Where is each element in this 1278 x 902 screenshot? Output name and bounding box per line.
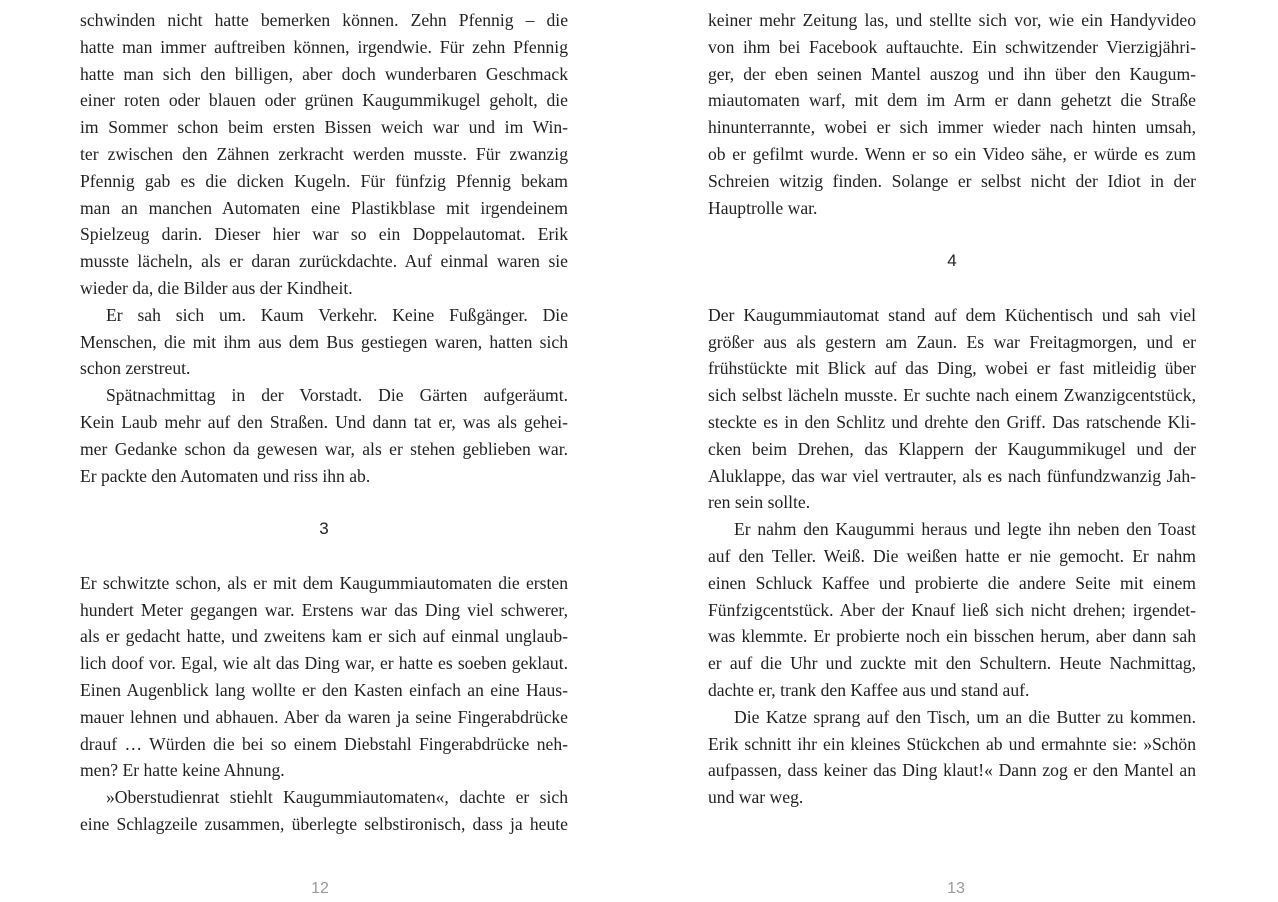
text-line: Menschen, die mit ihm aus dem Bus gestiegen waren, hatten sich	[80, 331, 568, 352]
text-line: schon zerstreut.	[80, 358, 191, 379]
chapter-number: 4	[947, 251, 957, 271]
text-line: Er packte den Automaten und riss ihn ab.	[80, 465, 371, 486]
text-line: Er schwitzte schon, als er mit dem Kaugummiautomaten die ersten	[80, 572, 568, 593]
text-line: Einen Augenblick lang wollte er den Kasten einfach an eine Haus-	[80, 679, 568, 700]
text-line: eine Schlagzeile zusammen, überlegte selbstironisch, dass ja heute	[80, 813, 568, 834]
text-line: ter zwischen den Zähnen zerkracht werden musste. Für zwanzig	[80, 143, 568, 164]
text-line: Schreien witzig finden. Solange er selbst nicht der Idiot in der	[708, 170, 1196, 191]
text-line: mer Gedanke schon da gewesen war, als er stehen geblieben war.	[80, 438, 568, 459]
text-line: er auf die Uhr und zuckte mit den Schultern. Heute Nachmittag,	[708, 653, 1196, 674]
text-line: aufpassen, dass keiner das Ding klaut!« Dann zog er den Mantel an	[708, 760, 1196, 781]
left-page	[80, 7, 568, 838]
text-line: hatte man immer auftreiben können, irgendwie. Für zehn Pfennig	[80, 36, 568, 57]
text-line: Der Kaugummiautomat stand auf dem Küchentisch und sah viel	[708, 304, 1196, 325]
text-line: musste lächeln, als er daran zurückdachte. Auf einmal waren sie	[80, 251, 568, 272]
text-line: was klemmte. Er probierte noch ein bisschen herum, aber dann sah	[708, 626, 1196, 647]
text-line: frühstückte mit Blick auf das Ding, wobei er fast mitleidig über	[708, 358, 1196, 379]
text-line: Hauptrolle war.	[708, 197, 818, 218]
text-line: »Oberstudienrat stiehlt Kaugummiautomaten«, dachte er sich	[106, 787, 568, 808]
text-line: keiner mehr Zeitung las, und stellte sich vor, wie ein Handyvideo	[708, 10, 1196, 30]
text-line: mauer lehnen und abhauen. Aber da waren ja seine Fingerabdrücke	[80, 706, 568, 727]
text-line: man an manchen Automaten eine Plastikblase mit irgendeinem	[80, 197, 568, 218]
text-line: steckte es in den Schlitz und drehte den Griff. Das ratschende Kli-	[708, 411, 1196, 432]
text-line: Spätnachmittag in der Vorstadt. Die Gärten aufgeräumt.	[106, 385, 568, 406]
text-line: wieder da, die Bilder aus der Kindheit.	[80, 277, 353, 298]
text-line: einen Schluck Kaffee und probierte die andere Seite mit einem	[708, 572, 1196, 593]
text-line: einer roten oder blauen oder grünen Kaugummikugel geholt, die	[80, 90, 568, 111]
right-page	[708, 7, 1196, 811]
text-line: miautomaten warf, mit dem im Arm er dann gehetzt die Straße	[708, 90, 1196, 111]
text-line: Fünfzigcentstück. Aber der Knauf ließ sich nicht drehen; irgendet-	[708, 599, 1196, 620]
text-line: Er sah sich um. Kaum Verkehr. Keine Fußgänger. Die	[106, 304, 568, 325]
text-line: ren sein sollte.	[708, 492, 811, 513]
text-line: hinunterrannte, wobei er sich immer wieder nach hinten umsah,	[708, 117, 1196, 138]
text-line: Die Katze sprang auf den Tisch, um an die Butter zu kommen.	[734, 706, 1196, 727]
text-line: von ihm bei Facebook auftauchte. Ein schwitzender Vierzigjähri-	[708, 36, 1196, 57]
text-line: cken beim Drehen, das Klappern der Kaugummikugel und der	[708, 438, 1196, 459]
text-line: und war weg.	[708, 787, 804, 808]
text-line: Spielzeug darin. Dieser hier war so ein Doppelautomat. Erik	[80, 224, 568, 245]
text-line: Erik schnitt ihr ein kleines Stückchen ab und ermahnte sie: »Schön	[708, 733, 1196, 754]
text-line: men? Er hatte keine Ahnung.	[80, 760, 285, 781]
text-line: im Sommer schon beim ersten Bissen weich war und im Win-	[80, 117, 568, 138]
text-line: drauf … Würden die bei so einem Diebstahl Fingerabdrücke neh-	[80, 733, 568, 754]
chapter-number: 3	[319, 519, 329, 539]
text-line: Aluklappe, das war viel vertrauter, als es nach fünfundzwanzig Jah-	[708, 465, 1196, 486]
text-line: ger, der eben seinen Mantel auszog und ihn über den Kaugum-	[708, 63, 1196, 84]
text-line: schwinden nicht hatte bemerken können. Zehn Pfennig – die	[80, 10, 568, 30]
text-line: hatte man sich den billigen, aber doch wunderbaren Geschmack	[80, 63, 568, 84]
text-line: Kein Laub mehr auf den Straßen. Und dann tat er, was als gehei-	[80, 411, 568, 432]
text-line: sich selbst lächeln musste. Er suchte nach einem Zwanzigcentstück,	[708, 385, 1196, 406]
text-line: auf den Teller. Weiß. Die weißen hatte er nie gemocht. Er nahm	[708, 545, 1196, 566]
page-number-left: 12	[311, 880, 329, 897]
text-line: größer aus als gestern am Zaun. Es war Freitagmorgen, und er	[708, 331, 1196, 352]
text-line: dachte er, trank den Kaffee aus und stand auf.	[708, 679, 1030, 700]
text-line: ob er gefilmt wurde. Wenn er so ein Video sähe, er würde es zum	[708, 143, 1196, 164]
text-line: Er nahm den Kaugummi heraus und legte ihn neben den Toast	[734, 519, 1196, 540]
page-number-right: 13	[947, 880, 965, 897]
text-line: Pfennig gab es die dicken Kugeln. Für fünfzig Pfennig bekam	[80, 170, 568, 191]
text-line: hundert Meter gegangen war. Erstens war das Ding viel schwerer,	[80, 599, 568, 620]
text-line: lich doof vor. Egal, wie alt das Ding war, er hatte es soeben geklaut.	[80, 653, 568, 674]
text-line: als er gedacht hatte, und zweitens kam er sich auf einmal unglaub-	[80, 626, 568, 647]
